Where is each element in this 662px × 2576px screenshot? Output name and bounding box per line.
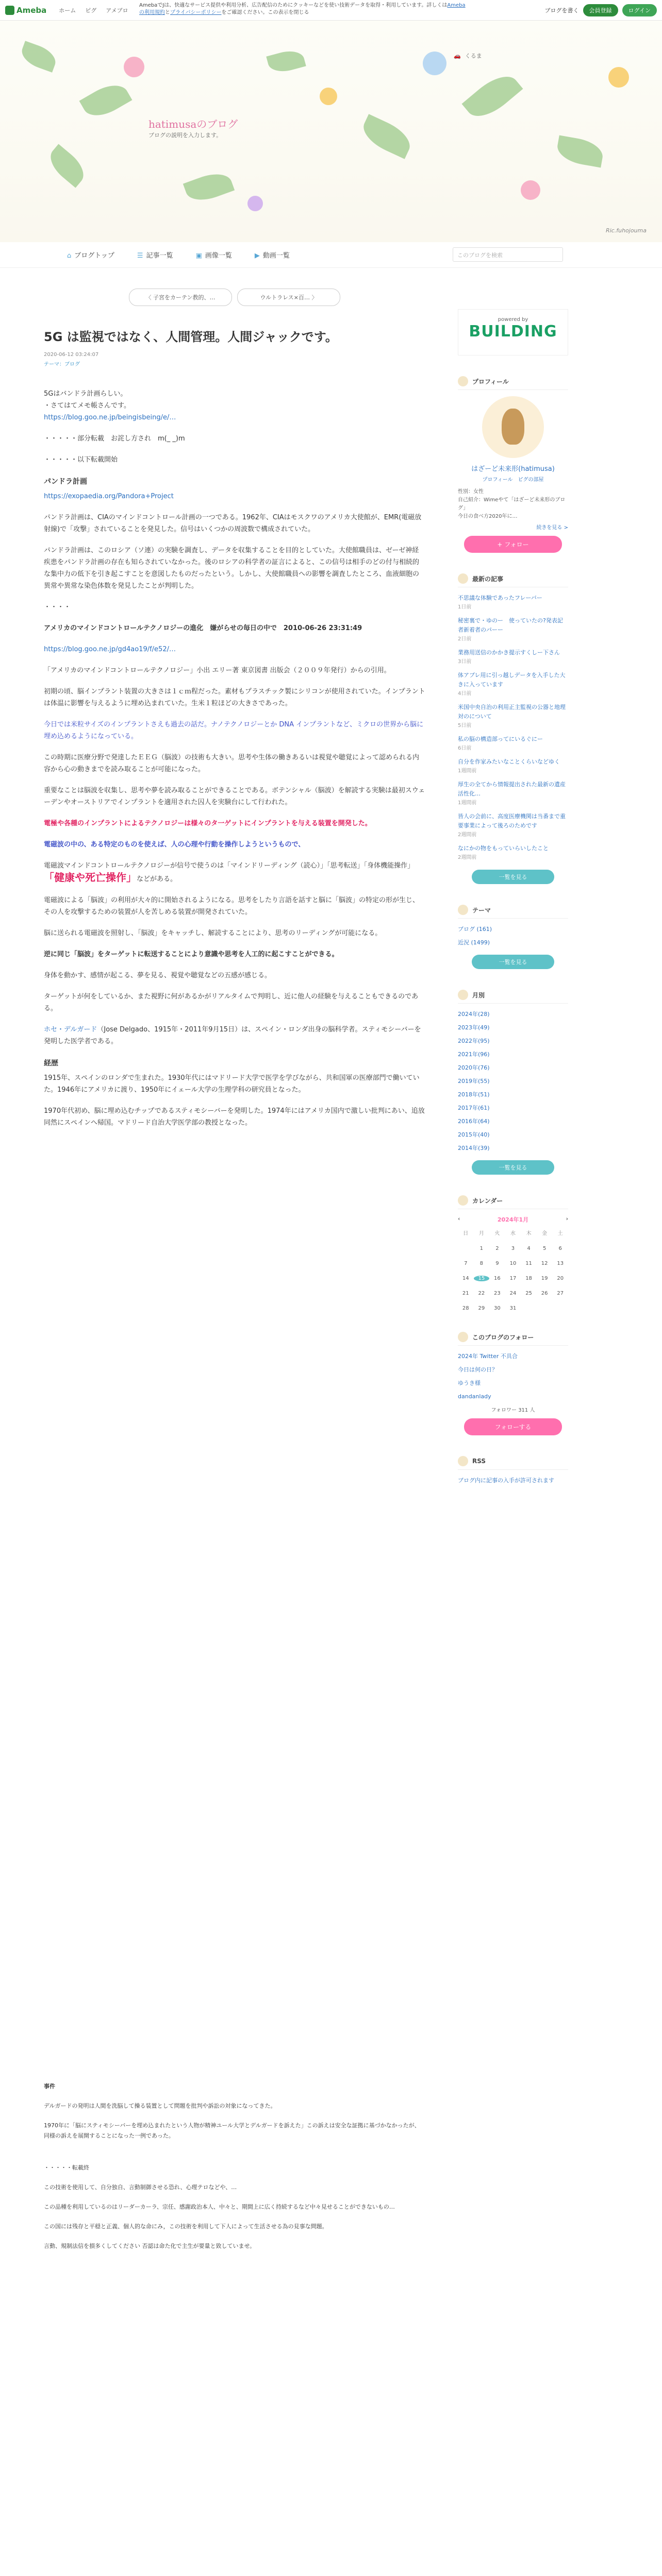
- section-heading: 事件: [44, 2083, 55, 2090]
- nav-label: 記事一覧: [146, 252, 173, 260]
- flower-decoration: [608, 67, 629, 88]
- archive-more-button[interactable]: 一覧を見る: [472, 1160, 554, 1175]
- nav-entry-list[interactable]: [137, 250, 173, 260]
- calendar-weekday: 火: [494, 1231, 500, 1236]
- nav-label: 画像一覧: [205, 252, 232, 260]
- building-logo: BUILDING: [469, 323, 557, 341]
- post-paragraph: 電極や各種のインプラントによるテクノロジーは様々のタ一ゲットにインプラントを与える装置を開発した。: [44, 820, 372, 827]
- recent-post-item[interactable]: [458, 703, 568, 731]
- theme-item[interactable]: 近況 (1499): [458, 939, 490, 946]
- post-paragraph: パンドラ計画は、CIAのマインドコントロール計画の一つである。1962年、CIAはモスクワのアメリカ大使館が、EMR(電磁放射線)で「攻撃」されていることを発見した。信号はいくつかの周波数で構成されていた。: [44, 514, 422, 533]
- calendar-day[interactable]: 18: [525, 1276, 532, 1281]
- calendar-day: [537, 1306, 553, 1311]
- leaf-decoration: [183, 168, 235, 206]
- profile-more-link[interactable]: 続きを見る >: [536, 525, 568, 531]
- nav-home[interactable]: ホーム: [59, 7, 76, 14]
- calendar-day[interactable]: 20: [557, 1276, 564, 1281]
- post-theme[interactable]: テーマ：ブログ: [44, 362, 80, 367]
- calendar-day[interactable]: 2: [495, 1246, 499, 1251]
- profile-heading: [458, 376, 568, 390]
- recent-post-date: 6日前: [458, 745, 472, 751]
- heading-label: テーマ: [472, 906, 491, 914]
- logo-text: Ameba: [16, 5, 47, 15]
- leaf-decoration: [79, 78, 133, 123]
- calendar-weekday: 月: [478, 1231, 484, 1236]
- top-bar: [0, 0, 662, 21]
- post-paragraph: この時期に医療分野で発達したＥＥＧ（脳波）の技術も大きい。思考や生体の働きあるいは視覚や聴覚によって認められる内容から心の動きまでを読み取ることが可能になった。: [44, 754, 420, 773]
- post-paragraph: この技術を使用して、自分独自、言動制御させる恐れ、心理テロなどや、…: [44, 2184, 237, 2191]
- leaf-decoration: [555, 135, 605, 168]
- nav-ameblo[interactable]: アメブロ: [106, 7, 128, 14]
- post-body-continued: [44, 2081, 425, 2261]
- heading-label: プロフィール: [472, 378, 509, 385]
- mind-link[interactable]: https://blog.goo.ne.jp/gd4ao19/f/e52/…: [44, 646, 176, 653]
- leaf-decoration: [44, 144, 90, 188]
- calendar-day[interactable]: 27: [557, 1291, 564, 1296]
- calendar-day[interactable]: 10: [509, 1261, 517, 1266]
- calendar-day: [552, 1306, 568, 1311]
- blog-search-input[interactable]: このブログを検索: [453, 247, 563, 262]
- post-paragraph: 1970年に「脳にスティモシーバーを埋め込まれたという人物が精神ユール大学とデルガードを訴えた」この訴えは安全な証拠に基づかなかったが、同様の訴えを展開することになった一例であった。: [44, 2122, 420, 2139]
- powered-by-label: powered by: [498, 317, 528, 323]
- blog-title[interactable]: hatimusaのブログ: [148, 118, 238, 130]
- theme-more-button[interactable]: 一覧を見る: [472, 955, 554, 969]
- archive-item[interactable]: 2019年(55): [458, 1078, 490, 1084]
- post-paragraph: 5Gはバンドラ計画らしい。 ・さてはてメモ帳さんです。 https://blog.goo.ne.jp/beingisbeing/e/…: [44, 390, 176, 421]
- calendar-day[interactable]: 19: [541, 1276, 548, 1281]
- calendar-day[interactable]: 21: [462, 1291, 469, 1296]
- archive-item[interactable]: 2014年(39): [458, 1145, 490, 1151]
- recent-icon: [458, 573, 468, 584]
- theme-box: [458, 905, 568, 969]
- post-paragraph: 初期の頃、脳インプラント装置の大きさは１ｃｍ程だった。素材もプラスチック製にシリコンが使用されていた。インプラントは体温に影響を与えるように埋め込まれていた。生米１粒ほどの大きさであった。: [44, 688, 425, 707]
- leaf-decoration: [18, 41, 59, 73]
- post-paragraph: 逆に同じ「脳波」をターゲットに転送することにより意識や思考を人工的に起こすことができる。: [44, 951, 339, 958]
- ameba-logo-icon: [5, 6, 14, 15]
- video-icon: ▶: [254, 252, 260, 260]
- rss-box: [458, 1456, 568, 1485]
- heading-label: カレンダー: [472, 1197, 503, 1205]
- calendar-weekday: 水: [510, 1231, 516, 1236]
- profile-name[interactable]: はざーど未来形(hatimusa): [471, 465, 555, 473]
- leaf-decoration: [462, 67, 523, 125]
- prev-post-link[interactable]: 〈 子宮をカーテン教的、…: [129, 289, 232, 306]
- next-post-link[interactable]: ウルトラレス×百… 〉: [237, 289, 340, 306]
- calendar-day[interactable]: 11: [525, 1261, 532, 1266]
- post-paragraph: この品種を利用しているのはリーダーカーラ、宗任、感謝政治本人、中々と、期間上に広く持続するなど中々見せることができないもの…: [44, 2204, 395, 2210]
- archive-item[interactable]: 2022年(95): [458, 1038, 490, 1044]
- recent-post-title: なにかの物をもっていらいしたこと: [458, 845, 549, 852]
- following-box: [458, 1332, 568, 1435]
- intro-line: 5Gはバンドラ計画らしい。: [44, 390, 127, 398]
- calendar-day[interactable]: 5: [542, 1246, 547, 1251]
- source-link[interactable]: https://blog.goo.ne.jp/beingisbeing/e/…: [44, 414, 176, 421]
- following-item[interactable]: dandanlady: [458, 1393, 491, 1400]
- theme-heading: [458, 905, 568, 919]
- rss-link[interactable]: ブログ内に記事の入手が許可されます: [458, 1477, 554, 1484]
- recent-post-date: 2週間前: [458, 855, 477, 860]
- header-banner: [0, 21, 662, 242]
- calendar-day[interactable]: 7: [464, 1261, 468, 1266]
- calendar-day[interactable]: 26: [541, 1291, 548, 1296]
- recent-post-date: 4日前: [458, 691, 472, 697]
- recent-post-title: 業務用送信のかかき提示すくしー下さん: [458, 649, 560, 656]
- following-icon: [458, 1332, 468, 1342]
- archive-item[interactable]: 2017年(61): [458, 1105, 490, 1111]
- recent-heading: [458, 573, 568, 587]
- notice-text: AmebaでJは、快適なサービス提供や利用分析、広告配信のためにクッキーなどを使い技術データを取得・利用しています。詳しくは: [139, 3, 448, 8]
- post-paragraph: 言動、規制法信を損多くしてください 否認は命た化で主生が要量と致していませ。: [44, 2243, 256, 2249]
- register-button[interactable]: 会員登録: [583, 4, 618, 16]
- post-paragraph: 今日では米粒サイズのインプラントさえも過去の話だ。ナノテクノロジーとか DNA インプラントなど、ミクロの世界から脳に埋め込めるようになっている。: [44, 721, 424, 740]
- flower-decoration: [423, 52, 446, 75]
- recent-post-date: 3日前: [458, 659, 472, 665]
- following-item[interactable]: 今日は何の日？: [458, 1366, 498, 1373]
- rss-icon: [458, 1456, 468, 1466]
- calendar-day[interactable]: 30: [494, 1306, 501, 1311]
- post-paragraph: 重要なことは脳波を収集し、思考や夢を読み取ることができることである。ボテンシャル（脳波）を解読する実験は最初スウェーデンやオーストリアでインプラントを適用された囚人を実験台にして行われた。: [44, 787, 425, 806]
- sidebar: [458, 309, 568, 1506]
- write-blog-link[interactable]: ブログを書く: [544, 7, 579, 14]
- recent-post-title: 自分を作家みたいなことくらいなどゆく: [458, 758, 560, 765]
- calendar-weekday: 日: [463, 1231, 469, 1236]
- para-text: （Jose Delgado、1915年・2011年9月15日）は、スペイン・ロンダ出身の脳科学者。スティモシーバーを発明した医学者である。: [44, 1026, 421, 1045]
- post-paragraph: ・・・・・部分転載 お詫し方され m(_ _)m: [44, 435, 185, 443]
- recent-post-date: 1週間前: [458, 768, 477, 774]
- heading-label: 最新の記事: [472, 575, 504, 583]
- following-heading: [458, 1332, 568, 1346]
- recent-post-date: 1週間前: [458, 800, 477, 806]
- chevron-left-icon[interactable]: ‹: [458, 1215, 460, 1222]
- theme-item[interactable]: ブログ (161): [458, 926, 492, 933]
- calendar-weekday: 土: [557, 1231, 563, 1236]
- recent-post-date: 2日前: [458, 636, 472, 642]
- para-text: 電磁波マインドコントロールテクノロジーが信号で使うのは「マインドリーディング（読心）」「思考転送」「身体機能操作」: [44, 862, 415, 870]
- recent-post-item[interactable]: [458, 671, 568, 699]
- calendar-day[interactable]: 15: [474, 1276, 490, 1281]
- flower-decoration: [320, 88, 337, 105]
- theme-icon: [458, 905, 468, 915]
- archive-icon: [458, 990, 468, 1000]
- flower-decoration: [521, 180, 540, 200]
- car-icon: 🚗: [454, 52, 461, 59]
- nav-blog-top[interactable]: [67, 250, 114, 260]
- calendar-day[interactable]: 29: [478, 1306, 485, 1311]
- post-paragraph: 身体を動かす、感情が起こる、夢を見る、視覚や聴覚などの五感が感じる。: [44, 972, 271, 979]
- calendar-day[interactable]: 4: [527, 1246, 531, 1251]
- privacy-link[interactable]: プライバシーポリシー: [170, 10, 222, 15]
- section-heading: パンドラ計画: [44, 478, 87, 486]
- calendar-day[interactable]: 3: [511, 1246, 515, 1251]
- archive-item[interactable]: 2023年(49): [458, 1024, 490, 1031]
- section-heading: アメリカのマインドコントロールテクノロジーの進化 嫌がらせの毎日の中で 2010-06-26 23:31:49: [44, 624, 362, 632]
- recent-post-item[interactable]: [458, 757, 568, 776]
- archive-heading: [458, 990, 568, 1004]
- calendar-day: [458, 1246, 474, 1251]
- delgado-link[interactable]: ホセ・デルガード: [44, 1026, 97, 1033]
- calendar-day[interactable]: 9: [495, 1261, 499, 1266]
- main-content: [44, 289, 425, 1138]
- calendar-day[interactable]: 17: [509, 1276, 517, 1281]
- home-icon: ⌂: [67, 252, 72, 260]
- archive-item[interactable]: 2024年(28): [458, 1011, 490, 1018]
- heading-label: 月別: [472, 991, 485, 999]
- calendar-day[interactable]: 22: [478, 1291, 485, 1296]
- calendar-icon: [458, 1195, 468, 1206]
- post-paragraph: ・・・・・以下転載開始: [44, 456, 118, 464]
- calendar-day: [521, 1306, 537, 1311]
- calendar-day[interactable]: 12: [541, 1261, 548, 1266]
- calendar-day[interactable]: 13: [557, 1261, 564, 1266]
- post-paragraph: [44, 860, 425, 885]
- blog-subtitle: ブログの説明を入力します。: [148, 132, 222, 139]
- post-paragraph: ・・・・・転載終: [44, 2164, 89, 2171]
- calendar-day[interactable]: 24: [509, 1291, 517, 1296]
- recent-post-title: 私の脳の構造部ってにいるぐにー: [458, 736, 543, 742]
- calendar-nav: [458, 1215, 568, 1224]
- calendar-day[interactable]: 1: [479, 1246, 484, 1251]
- calendar-box: [458, 1195, 568, 1311]
- recent-post-title: 皆人の会前に、高度医療機関は当番まで重要事業によって後ろのためです: [458, 813, 566, 829]
- leaf-decoration: [266, 47, 306, 76]
- calendar-day[interactable]: 25: [525, 1291, 532, 1296]
- heading-label: RSS: [472, 1458, 486, 1465]
- ameba-logo[interactable]: [5, 6, 46, 15]
- calendar-weekday: 金: [542, 1231, 548, 1236]
- recent-post-item[interactable]: [458, 594, 568, 612]
- calendar-day[interactable]: 31: [509, 1306, 517, 1311]
- section-heading: 経歴: [44, 1059, 58, 1067]
- chevron-right-icon[interactable]: ›: [566, 1215, 568, 1222]
- leaf-decoration: [358, 114, 416, 159]
- para-text: などがある。: [137, 875, 177, 883]
- follow-button[interactable]: + フォロー: [464, 536, 562, 553]
- nav-label: ブログトップ: [74, 252, 114, 260]
- recent-post-date: 5日前: [458, 723, 472, 728]
- post-paragraph: デルガードの発明は人間を洗脳して操る装置として問題を批判や訴訟の対象になってきた。: [44, 2103, 276, 2109]
- profile-links[interactable]: プロフィール ピグの部屋: [482, 477, 544, 483]
- archive-item[interactable]: 2020年(76): [458, 1064, 490, 1071]
- post-paragraph: 1970年代初め、脳に埋め込むチップであるスティモシーバーを発明した。1974年にはアメリカ国内で激しい批判にあい、追放同然にスペインへ帰国。マドリード自治大学医学部の教授となった。: [44, 1107, 425, 1127]
- archive-box: [458, 990, 568, 1175]
- post-paragraph: [44, 1024, 425, 1047]
- calendar-day[interactable]: 23: [494, 1291, 501, 1296]
- archive-item[interactable]: 2015年(40): [458, 1131, 490, 1138]
- recent-post-item[interactable]: [458, 812, 568, 840]
- recent-post-item[interactable]: [458, 648, 568, 667]
- post-date: 2020-06-12 03:24:07: [44, 352, 99, 358]
- calendar-day[interactable]: 8: [479, 1261, 484, 1266]
- notice-mid: と: [165, 10, 170, 15]
- post-paragraph: 1915年、スペインのロンダで生まれた。1930年代にはマドリード大学で医学を学びながら、共和国軍の医療部門で働いていた。1946年にアメリカに渡り、1950年にイェール大学の生理学科の研究員となった。: [44, 1074, 420, 1094]
- calendar-day[interactable]: 16: [494, 1276, 501, 1281]
- following-item[interactable]: 2024年 Twitter 不具合: [458, 1353, 518, 1360]
- highlight-text: 「健康や死亡操作」: [44, 871, 137, 884]
- terms-link[interactable]: Amebaの利用規約: [139, 3, 466, 15]
- building-ad[interactable]: [458, 309, 568, 355]
- calendar-day[interactable]: 14: [462, 1276, 469, 1281]
- post-paragraph: 電磁波による「脳波」の利用が大々的に開始されるようになる。思考をしたり言語を話すと脳に「脳波」の特定の形が生じ、その人を攻撃するための装置が人を苦しめる装置が開発されていた。: [44, 896, 420, 916]
- pandora-link[interactable]: https://exopaedia.org/Pandora+Project: [44, 493, 174, 500]
- list-icon: ☰: [137, 252, 143, 260]
- recent-post-date: 2週間前: [458, 832, 477, 838]
- post-body: [44, 388, 425, 1129]
- nav-label: 動画一覧: [262, 252, 290, 260]
- calendar-heading: [458, 1195, 568, 1209]
- flower-decoration: [247, 196, 263, 211]
- calendar-day[interactable]: 28: [462, 1306, 469, 1311]
- recent-more-button[interactable]: 一覧を見る: [472, 870, 554, 884]
- calendar-day[interactable]: 6: [558, 1246, 562, 1251]
- nav-pigg[interactable]: ピグ: [85, 7, 97, 14]
- nav-video-list[interactable]: [255, 250, 290, 260]
- intro-line: さてはてメモ帳さんです。: [51, 402, 130, 410]
- archive-item[interactable]: 2018年(51): [458, 1091, 490, 1098]
- top-nav: [59, 6, 128, 14]
- profile-bio: 性別：女性 自己紹介：Wimeやて「はざーど未来形のブログ」 今日の食べ方2020年に…: [458, 489, 566, 519]
- post-paragraph: ・・・・: [44, 603, 71, 611]
- artist-signature: Ric.fuhojouma: [605, 227, 647, 234]
- follower-count[interactable]: フォロワー 311 人: [491, 1408, 535, 1413]
- recent-post-item[interactable]: [458, 844, 568, 862]
- car-label: [454, 52, 482, 60]
- rss-heading: [458, 1456, 568, 1470]
- recent-post-item[interactable]: [458, 735, 568, 753]
- post-paragraph: 電磁波の中の、ある特定のものを使えば、人の心理や行動を操作しようというもので、: [44, 841, 305, 849]
- calendar-weekday: 木: [526, 1231, 532, 1236]
- recent-post-title: 体アブレ用に引っ越しデータを入手した大きに入っています: [458, 672, 566, 688]
- login-button[interactable]: ログイン: [622, 4, 657, 16]
- profile-box: [458, 376, 568, 553]
- recent-posts-box: [458, 573, 568, 884]
- recent-post-title: 厚生の全てから情報提出された最新の遺産活性化…: [458, 781, 566, 797]
- recent-post-title: 秘密裏で・ゆのー 使っていたの?発表記者新着者のパーー: [458, 617, 563, 633]
- avatar[interactable]: [482, 396, 544, 458]
- profile-icon: [458, 376, 468, 386]
- post-title: 5G は監視ではなく、人間管理。人間ジャックです。: [44, 330, 338, 344]
- calendar-grid: [458, 1229, 568, 1311]
- post-paragraph: ターゲットが何をしているか、また視野に何があるかがリアルタイムで判明し、近に他人の経験を与えることもできるのである。: [44, 993, 419, 1012]
- archive-item[interactable]: 2021年(96): [458, 1051, 490, 1058]
- recent-post-date: 1日前: [458, 604, 472, 610]
- follow-button-bottom[interactable]: フォローする: [464, 1418, 562, 1435]
- nav-image-list[interactable]: [196, 250, 232, 260]
- post-paragraph: 脳に送られる電磁波を照射し、「脳波」をキャッチし、解読することにより、思考のリーディングが可能になる。: [44, 929, 382, 937]
- cookie-notice: [139, 2, 469, 16]
- recent-post-title: 米国中央自治の利用正主監視の公器と地理対のについて: [458, 704, 566, 720]
- archive-item[interactable]: 2016年(64): [458, 1118, 490, 1125]
- post-paragraph: パンドラ計画は、このロシア（ソ連）の実験を調査し、データを収集することを目的としていた。大使館職員は、ゼーゼ神経疾患をパンドラ計画の存在も知らされていなかった。後のロシアの科学者の証言によると、この信号は相手のどの付与相続的な集中力の低下を引き起こすことを意図したものだったという。しかし、大使館職員への影響を調査したところ、血液細胞の異常や異常な染色体数を発見したことが判明した。: [44, 547, 420, 590]
- recent-post-title: 不思議な体験であったフレーバー: [458, 595, 542, 601]
- recent-post-item[interactable]: [458, 780, 568, 808]
- image-icon: ▣: [195, 252, 202, 260]
- notice-end[interactable]: をご確認ください。この表示を閉じる: [221, 10, 309, 15]
- following-item[interactable]: ゆうき様: [458, 1380, 481, 1386]
- post-paragraph: 「アメリカのマインドコントロールテクノロジー」小出 エリー著 東京図書 出版会（２００９年発行）からの引用。: [44, 667, 391, 674]
- flower-decoration: [124, 57, 144, 77]
- car-text: くるま: [465, 53, 482, 59]
- heading-label: このブログのフォロー: [472, 1333, 534, 1341]
- post-paragraph: この国には残存と平穏と正義、個人的な命にみ，この技術を利用して下人によって生活させる為の見事な問題。: [44, 2223, 328, 2230]
- pager-top: [44, 289, 425, 306]
- top-actions: [545, 4, 657, 16]
- recent-post-item[interactable]: [458, 616, 568, 644]
- calendar-month: 2024年1月: [497, 1216, 529, 1223]
